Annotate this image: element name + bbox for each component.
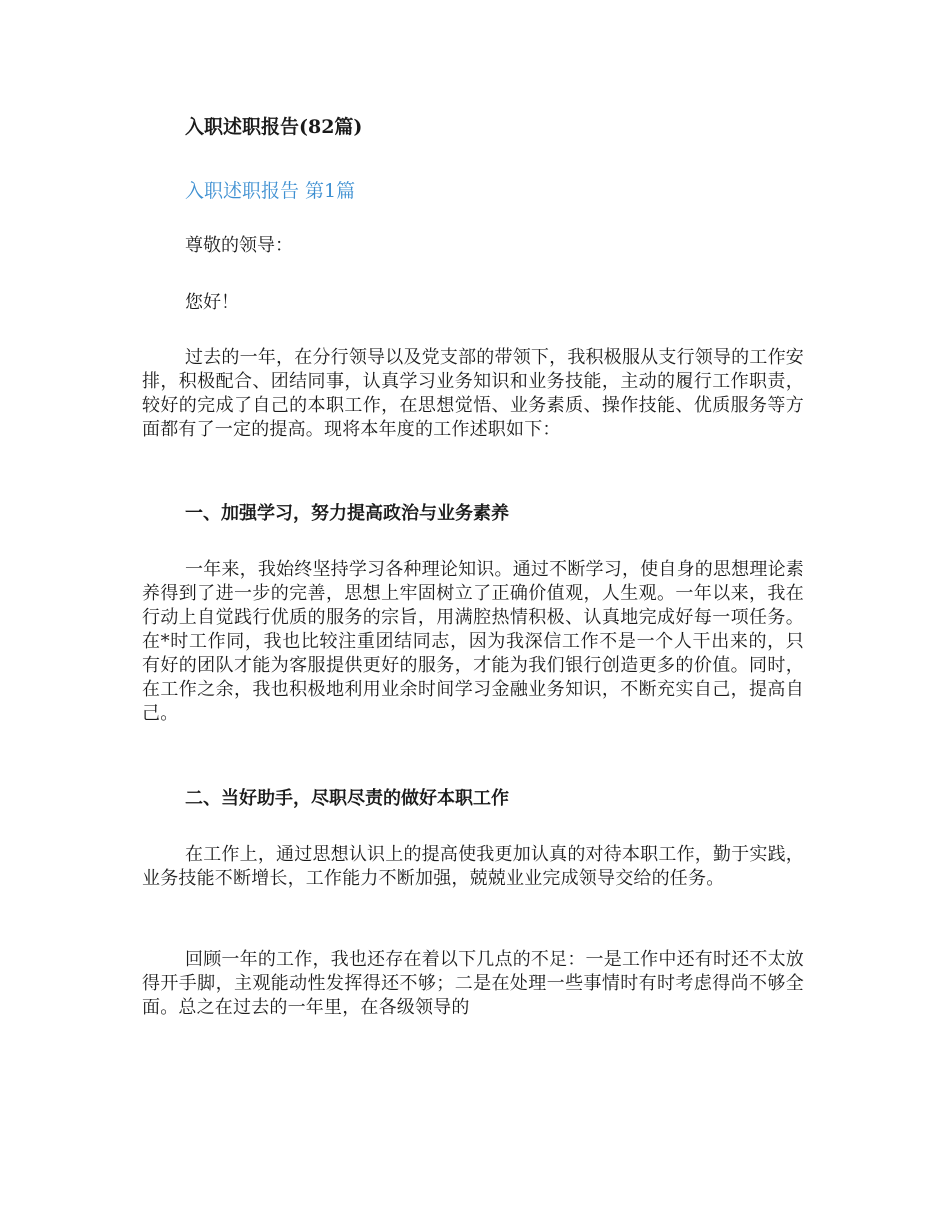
intro-paragraph: 过去的一年，在分行领导以及党支部的带领下，我积极服从支行领导的工作安排，积极配合、团结同事，认真学习业务知识和业务技能，主动的履行工作职责，较好的完成了自己的本职工作，在思想觉悟、业务素质、操作技能、优质服务等方面都有了一定的提高。现将本年度的工作述职如下： [142, 347, 804, 440]
greeting: 您好！ [185, 292, 239, 313]
salutation: 尊敬的领导： [185, 235, 293, 256]
paragraph-3: 回顾一年的工作，我也还存在着以下几点的不足：一是工作中还有时还不太放得开手脚，主观能动性发挥得还不够；二是在处理一些事情时有时考虑得尚不够全面。总之在过去的一年里，在各级领导的 [142, 949, 804, 1018]
section-title-link[interactable]: 入职述职报告 第1篇 [185, 180, 356, 202]
document-title: 入职述职报告(82篇) [185, 116, 363, 138]
paragraph-2: 在工作上，通过思想认识上的提高使我更加认真的对待本职工作，勤于实践，业务技能不断增长，工作能力不断加强，兢兢业业完成领导交给的任务。 [142, 844, 804, 889]
heading-1: 一、加强学习，努力提高政治与业务素养 [185, 503, 509, 524]
heading-2: 二、当好助手，尽职尽责的做好本职工作 [185, 788, 509, 809]
paragraph-1: 一年来，我始终坚持学习各种理论知识。通过不断学习，使自身的思想理论素养得到了进一步的完善，思想上牢固树立了正确价值观，人生观。一年以来，我在行动上自觉践行优质的服务的宗旨，用满腔热情积极、认真地完成好每一项任务。在*时工作同，我也比较注重团结同志，因为我深信工作不是一个人干出来的，只有好的团队才能为客服提供更好的服务，才能为我们银行创造更多的价值。同时，在工作之余，我也积极地利用业余时间学习金融业务知识，不断充实自己，提高自己。 [142, 559, 804, 724]
